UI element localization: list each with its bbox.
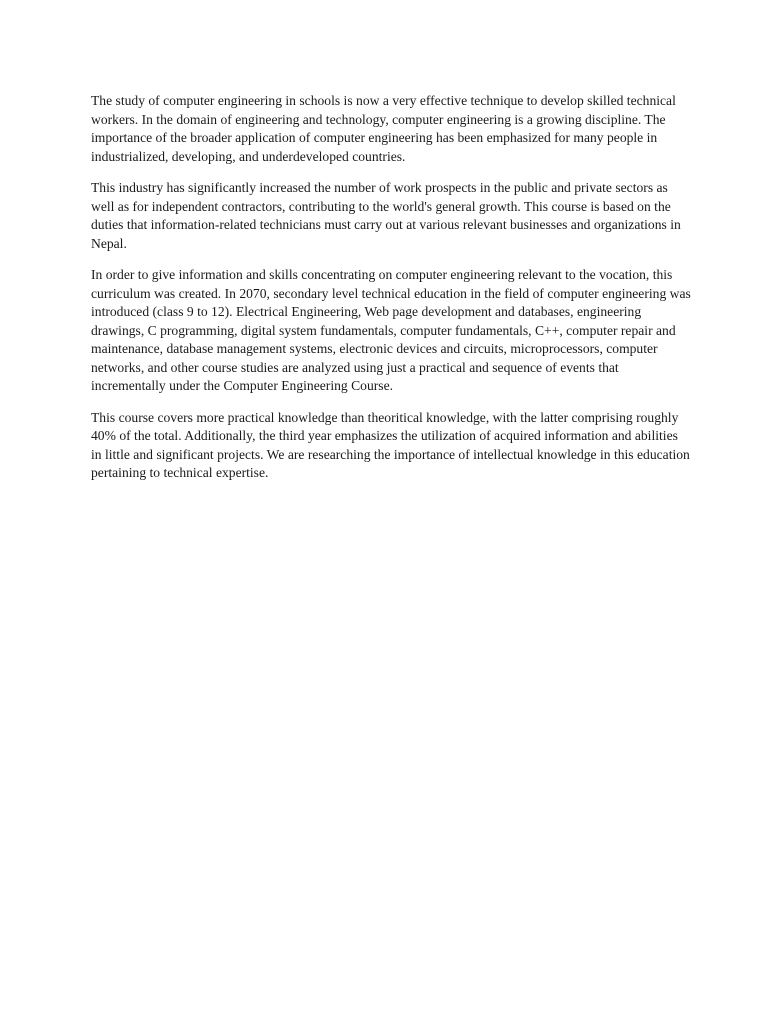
paragraph-3: In order to give information and skills concentrating on computer engineering relevant to the vocation, this curriculum was created. In 2070, secondary level technical education in the field of computer engineering was introduced (class 9 to 12). Electrical Engineering, Web page development and databases, engineering drawings, C programming, digital system fundamentals, computer fundamentals, C++, computer repair and maintenance, database management systems, electronic devices and circuits, microprocessors, computer networks, and other course studies are analyzed using just a practical and sequence of events that incrementally under the Computer Engineering Course.	[91, 267, 691, 393]
paragraph-2: This industry has significantly increased the number of work prospects in the public and private sectors as well as for independent contractors, contributing to the world's general growth. This course is based on the duties that information-related technicians must carry out at various relevant businesses and organizations in Nepal.	[91, 180, 681, 251]
paragraph-1: The study of computer engineering in schools is now a very effective technique to develop skilled technical workers. In the domain of engineering and technology, computer engineering is a growing discipline. The importance of the broader application of computer engineering has been emphasized for many people in industrialized, developing, and underdeveloped countries.	[91, 93, 676, 164]
paragraph-4: This course covers more practical knowledge than theoritical knowledge, with the latter comprising roughly 40% of the total. Additionally, the third year emphasizes the utilization of acquired information and abilities in little and significant projects. We are researching the importance of intellectual knowledge in this education pertaining to technical expertise.	[91, 409, 690, 480]
document-body	[91, 92, 691, 496]
